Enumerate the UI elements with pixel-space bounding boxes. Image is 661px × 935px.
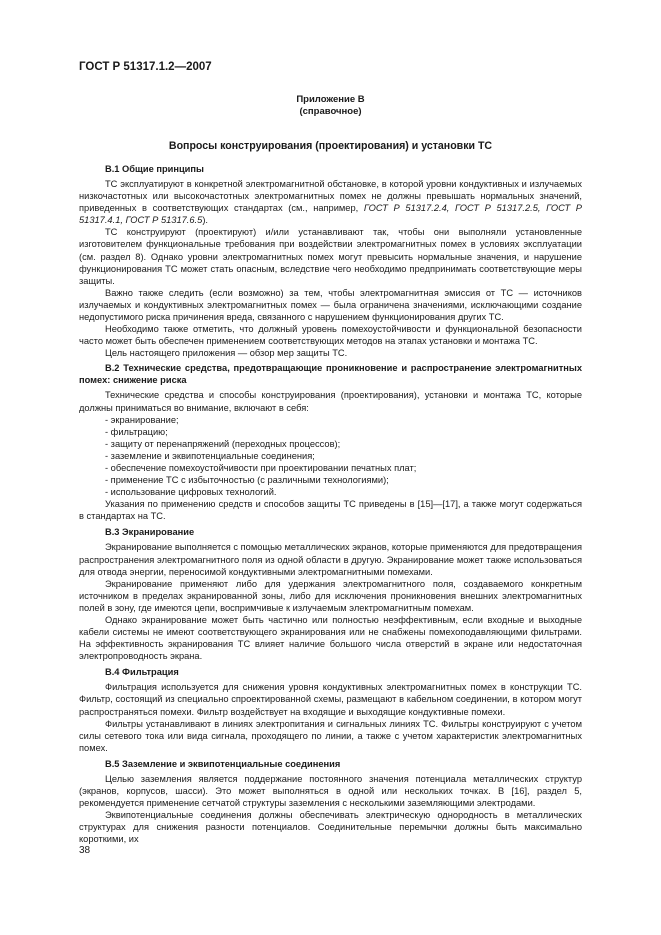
paragraph: Указания по применению средств и способов защиты ТС приведены в [15]—[17], а также могут содержаться в стандартах на ТС. — [79, 499, 582, 522]
section-heading-b1: В.1 Общие принципы — [105, 164, 204, 174]
paragraph: Целью заземления является поддержание постоянного значения потенциала металлических структур (экранов, корпусов, шасси). Это может выполняться в одной или нескольких точках. В [16], раздел 5, рекомендуется применение сетчатой структуры заземления с несколькими заземляющими электродами. — [79, 773, 582, 809]
section-heading-b5: В.5 Заземление и эквипотенциальные соединения — [105, 758, 341, 769]
body-text — [79, 159, 582, 846]
section-heading-b2: В.2 Технические средства, предотвращающие проникновение и распространение электромагнитных помех: снижение риска — [79, 363, 582, 386]
standard-references: ГОСТ Р 51317.2.4, ГОСТ Р 51317.2.5, ГОСТ Р 51317.4.1, ГОСТ Р 51317.6.5 — [79, 203, 582, 226]
paragraph: Важно также следить (если возможно) за тем, чтобы электромагнитная эмиссия от ТС — источников излучаемых и кондуктивных электромагнитных помех — была ограничена значениями, исключающими создание недопустимого риска причинения вреда, связанного с нарушением функционирования других ТС. — [79, 287, 582, 323]
list-item: - использование цифровых технологий. — [105, 487, 277, 498]
appendix-title: Приложение В — [296, 94, 365, 105]
list-item: - экранирование; — [105, 414, 179, 425]
paragraph: Фильтрация используется для снижения уровня кондуктивных электромагнитных помех в конструкции ТС. Фильтр, состоящий из специально спроектированной схемы, размещают в кабельном соединении, в котором могут распространяться помехи. Фильтр воздействует на входящие и выходящие кондуктивные помехи. — [79, 682, 582, 717]
paragraph: Эквипотенциальные соединения должны обеспечивать электрическую однородность в металлических структурах для снижения разности потенциалов. Соединительные перемычки должны быть максимально короткими, их — [79, 810, 582, 845]
list-item: - применение ТС с избыточностью (с различными технологиями); — [105, 475, 389, 486]
paragraph: ТС конструируют (проектируют) и/или устанавливают так, чтобы они выполняли установленные изготовителем функциональные требования при воздействии электромагнитных помех в условиях эксплуатации (см. раздел 8). Однако уровни электромагнитных помех могут превысить нормальные значения, и нарушение функционирования ТС может стать опасным, вследствие чего необходимо предпринимать соответствующие меры защиты. — [79, 227, 582, 286]
paragraph: Однако экранирование может быть частично или полностью неэффективным, если входные и выходные кабели системы не имеют соответствующего экранирования или не снабжены помехоподавляющими фильтрами. На эффективность экранирования ТС влияет наличие большого числа отверстий в экране или недостаточная электропроводность экрана. — [79, 615, 582, 662]
section-heading-b4: В.4 Фильтрация — [105, 667, 179, 678]
paragraph: Экранирование применяют либо для удержания электромагнитного поля, создаваемого конкретным источником в пределах экранированной зоны, либо для исключения проникновения внешних электромагнитных полей в зону, где имеются цепи, воспримчивые к излучаемым электромагнитным помехам. — [79, 578, 582, 613]
main-title: Вопросы конструирования (проектирования) и установки ТС — [168, 140, 493, 152]
paragraph: Необходимо также отметить, что должный уровень помехоустойчивости и функциональной безопасности часто может быть обеспечен применением соответствующих методов на этапах установки и монтажа ТС. — [79, 324, 582, 347]
section-heading-b3: В.3 Экранирование — [105, 527, 195, 538]
paragraph: ТС эксплуатируют в конкретной электромагнитной обстановке, в которой уровни кондуктивных и излучаемых низкочастотных или высокочастотных электромагнитных помех не должны превышать нормальных значений, приведенных в соответствующих стандартах (см., например, ГОСТ Р 51317.2.4, ГОСТ Р 51317.2.5, ГОСТ Р 51317.4.1, ГОСТ Р 51317.6.5). — [79, 179, 582, 226]
list-item: - обеспечение помехоустойчивости при проектировании печатных плат; — [105, 462, 417, 473]
list-item: - заземление и эквипотенциальные соединения; — [105, 450, 315, 461]
paragraph: Технические средства и способы конструирования (проектирования), установки и монтажа ТС, которые должны приниматься во внимание, включают в себя: — [79, 390, 582, 413]
page-number: 38 — [79, 845, 91, 856]
list-item: - фильтрацию; — [105, 426, 168, 437]
paragraph: Фильтры устанавливают в линиях электропитания и сигнальных линиях ТС. Фильтры конструируют с учетом силы сетевого тока или вида сигнала, проходящего по линии, а также с учетом характеристик электромагнитных помех. — [79, 718, 582, 753]
appendix-subtitle: (справочное) — [299, 106, 362, 117]
appendix-heading — [79, 94, 582, 118]
document-id: ГОСТ Р 51317.1.2—2007 — [79, 61, 212, 73]
paragraph: Экранирование выполняется с помощью металлических экранов, которые применяются для предотвращения распространения электромагнитного поля из одной области в другую. Экранирование может также использоваться для отвода энергии, переносимой кондуктивными электромагнитными помехами. — [79, 542, 582, 577]
paragraph: Цель настоящего приложения — обзор мер защиты ТС. — [105, 348, 348, 359]
measures-list — [79, 414, 582, 499]
list-item: - защиту от перенапряжений (переходных процессов); — [105, 438, 341, 449]
